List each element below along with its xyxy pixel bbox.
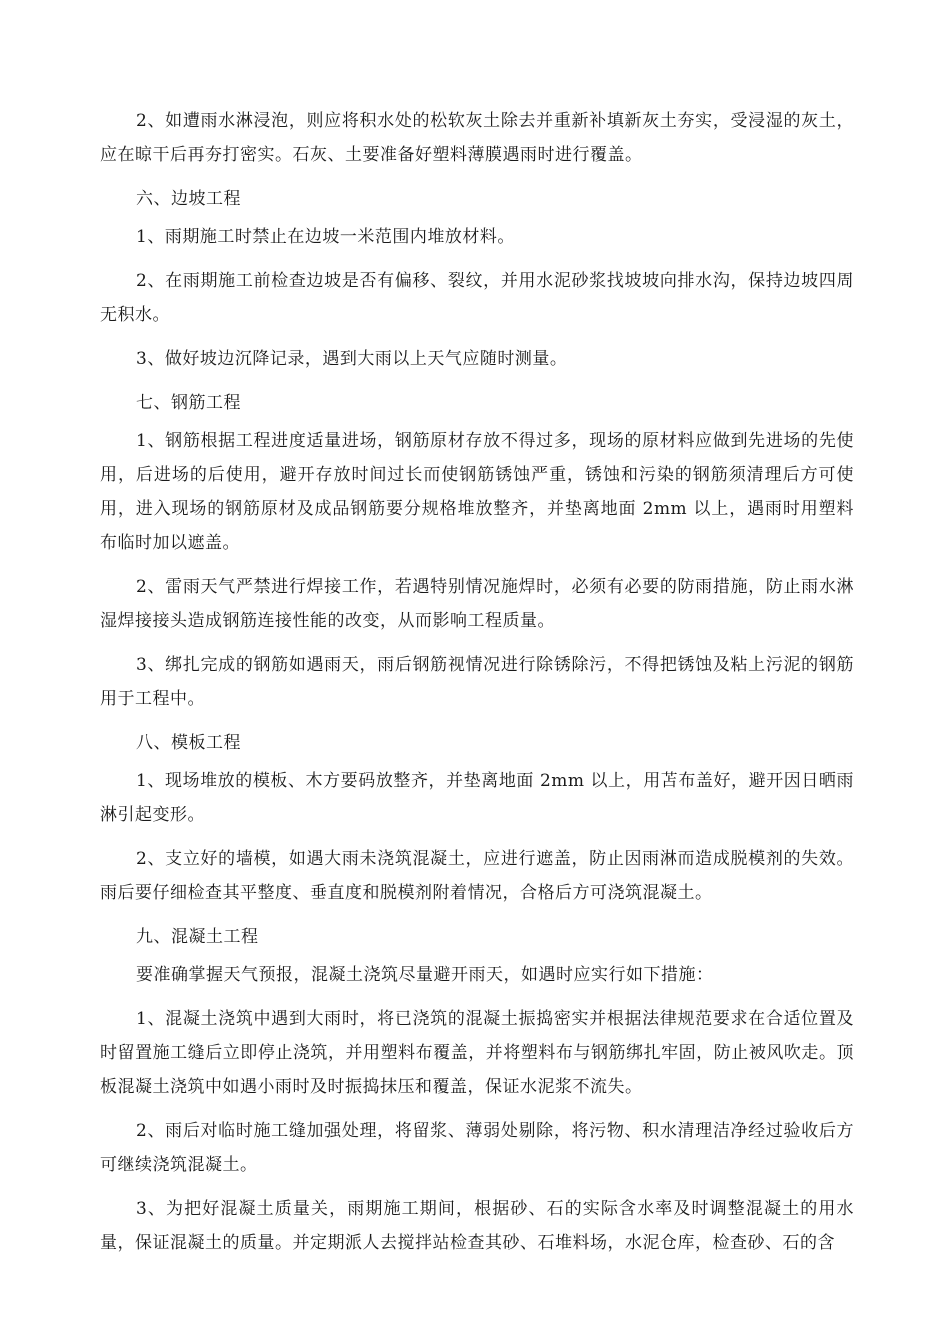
paragraph-concrete-2: 2、雨后对临时施工缝加强处理，将留浆、薄弱处剔除，将污物、积水清理洁净经过验收后方可继续浇筑混凝土。	[100, 1121, 854, 1175]
section-heading-formwork: 八、模板工程	[136, 733, 241, 753]
paragraph-formwork-2: 2、支立好的墙模，如遇大雨未浇筑混凝土，应进行遮盖，防止因雨淋而造成脱模剂的失效。雨后要仔细检查其平整度、垂直度和脱模剂附着情况，合格后方可浇筑混凝土。	[100, 849, 854, 903]
section-heading-rebar: 七、钢筋工程	[136, 393, 241, 413]
paragraph-formwork-1: 1、现场堆放的模板、木方要码放整齐，并垫离地面 2mm 以上，用苫布盖好，避开因日晒雨淋引起变形。	[100, 771, 854, 825]
paragraph-rebar-1: 1、钢筋根据工程进度适量进场，钢筋原材存放不得过多，现场的原材料应做到先进场的先使用，后进场的后使用，避开存放时间过长而使钢筋锈蚀严重，锈蚀和污染的钢筋须清理后方可使用，进入现场的钢筋原材及成品钢筋要分规格堆放整齐，并垫离地面 2mm 以上，遇雨时用塑料布临时加以遮盖。	[100, 431, 854, 553]
paragraph-slope-1: 1、雨期施工时禁止在边坡一米范围内堆放材料。	[136, 227, 515, 247]
paragraph-rebar-2: 2、雷雨天气严禁进行焊接工作，若遇特别情况施焊时，必须有必要的防雨措施，防止雨水淋湿焊接接头造成钢筋连接性能的改变，从而影响工程质量。	[100, 577, 854, 631]
paragraph-concrete-intro: 要准确掌握天气预报，混凝土浇筑尽量避开雨天，如遇时应实行如下措施：	[136, 965, 714, 985]
paragraph-concrete-1: 1、混凝土浇筑中遇到大雨时，将已浇筑的混凝土振捣密实并根据法律规范要求在合适位置及时留置施工缝后立即停止浇筑，并用塑料布覆盖，并将塑料布与钢筋绑扎牢固，防止被风吹走。顶板混凝土浇筑中如遇小雨时及时振捣抹压和覆盖，保证水泥浆不流失。	[100, 1009, 854, 1097]
paragraph-concrete-3: 3、为把好混凝土质量关，雨期施工期间，根据砂、石的实际含水率及时调整混凝土的用水量，保证混凝土的质量。并定期派人去搅拌站检查其砂、石堆料场，水泥仓库，检查砂、石的含	[100, 1199, 854, 1253]
section-heading-concrete: 九、混凝土工程	[136, 927, 259, 947]
paragraph-slope-3: 3、做好坡边沉降记录，遇到大雨以上天气应随时测量。	[136, 349, 568, 369]
paragraph-rebar-3: 3、绑扎完成的钢筋如遇雨天，雨后钢筋视情况进行除锈除污，不得把锈蚀及粘上污泥的钢筋用于工程中。	[100, 655, 854, 709]
section-heading-slope: 六、边坡工程	[136, 189, 241, 209]
paragraph-slope-2: 2、在雨期施工前检查边坡是否有偏移、裂纹，并用水泥砂浆找坡坡向排水沟，保持边坡四周无积水。	[100, 271, 854, 325]
document-body	[100, 104, 854, 1270]
paragraph-backfill-rain: 2、如遭雨水淋浸泡，则应将积水处的松软灰土除去并重新补填新灰土夯实，受浸湿的灰土，应在晾干后再夯打密实。石灰、土要准备好塑料薄膜遇雨时进行覆盖。	[100, 111, 854, 165]
